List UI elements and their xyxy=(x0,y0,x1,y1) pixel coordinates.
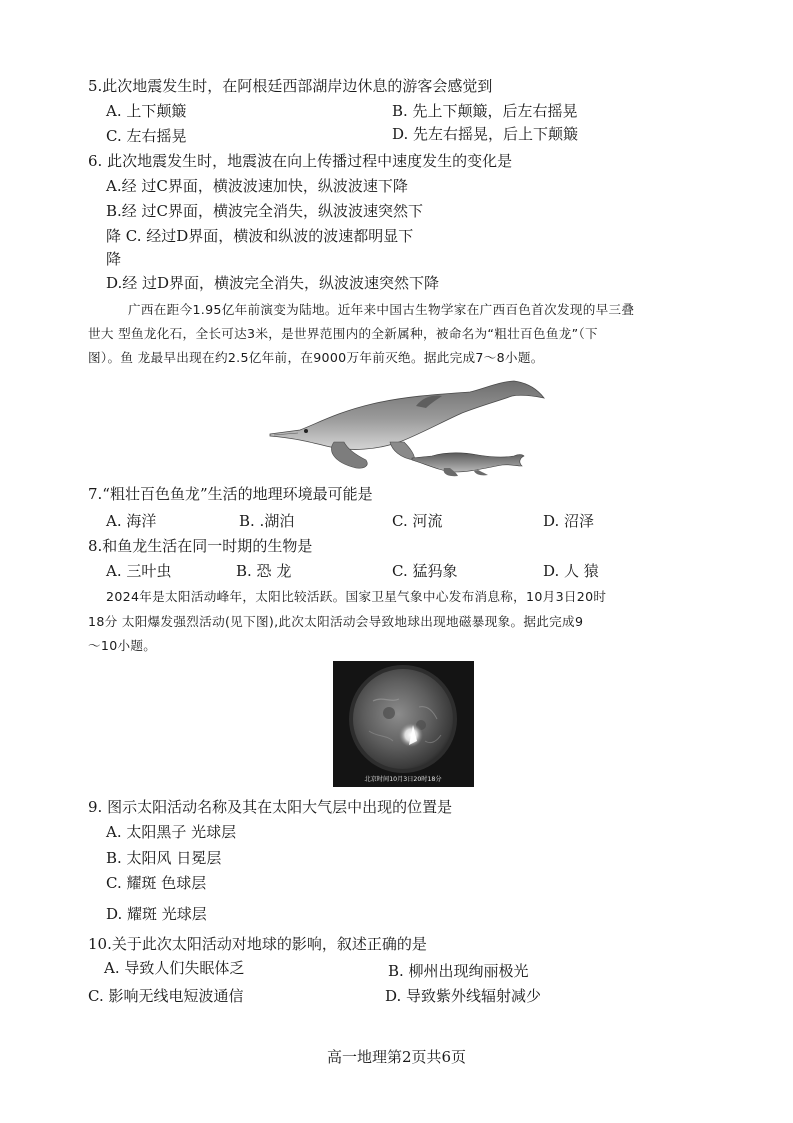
ichthyosaur-illustration xyxy=(266,376,546,478)
q9-option-d: D. 耀斑 光球层 xyxy=(106,905,207,923)
q5-option-a: A. 上下颠簸 xyxy=(106,102,187,120)
q7-stem: 7.“粗壮百色鱼龙”生活的地理环境最可能是 xyxy=(88,485,373,503)
q10-option-c: C. 影响无线电短波通信 xyxy=(88,987,244,1005)
sun-disk xyxy=(353,669,453,769)
q9-option-c: C. 耀斑 色球层 xyxy=(106,874,207,892)
passage-solar-line-3: ～10小题。 xyxy=(88,638,157,653)
q8-option-b: B. 恐 龙 xyxy=(236,562,292,580)
q10-stem: 10.关于此次太阳活动对地球的影响，叙述正确的是 xyxy=(88,935,427,953)
q9-stem: 9. 图示太阳活动名称及其在太阳大气层中出现的位置是 xyxy=(88,798,453,816)
q8-stem: 8.和鱼龙生活在同一时期的生物是 xyxy=(88,537,313,555)
q10-option-b: B. 柳州出现绚丽极光 xyxy=(388,962,529,980)
q8-option-c: C. 猛犸象 xyxy=(392,562,458,580)
q5-option-c: C. 左右摇晃 xyxy=(106,127,187,145)
q6-stem: 6. 此次地震发生时，地震波在向上传播过程中速度发生的变化是 xyxy=(88,152,513,170)
q5-option-d: D. 先左右摇晃，后上下颠簸 xyxy=(392,125,579,143)
q6-option-b: B.经 过C界面，横波完全消失，纵波波速突然下 xyxy=(106,202,424,220)
passage-solar-line-1: 2024年是太阳活动峰年，太阳比较活跃。国家卫星气象中心发布消息称，10月3日20时 xyxy=(106,589,607,604)
solar-flare-image xyxy=(333,661,474,787)
passage-solar-line-2: 18分 太阳爆发强烈活动(见下图),此次太阳活动会导致地球出现地磁暴现象。据此完成9 xyxy=(88,614,584,629)
q6-option-b-c: 降 C. 经过D界面，横波和纵波的波速都明显下 xyxy=(106,227,414,245)
passage-ichthyosaur-line-2: 世大 型鱼龙化石，全长可达3米，是世界范围内的全新属种，被命名为“粗壮百色鱼龙”（下 xyxy=(88,326,598,341)
q10-option-a: A. 导致人们失眠体乏 xyxy=(104,959,245,977)
passage-ichthyosaur-line-3: 图）。鱼 龙最早出现在约2.5亿年前，在9000万年前灭绝。据此完成7～8小题。 xyxy=(88,350,544,365)
small-ichthyosaur xyxy=(412,453,524,476)
q5-option-b: B. 先上下颠簸，后左右摇晃 xyxy=(392,102,578,120)
q10-option-d: D. 导致紫外线辐射减少 xyxy=(385,987,542,1005)
q7-option-b: B. .湖泊 xyxy=(239,512,295,530)
q9-option-a: A. 太阳黑子 光球层 xyxy=(106,823,237,841)
large-ichthyosaur xyxy=(270,381,544,468)
sun-image-caption: 北京时间10月3日20时18分 xyxy=(364,776,442,783)
q7-option-c: C. 河流 xyxy=(392,512,443,530)
q8-option-d: D. 人 猿 xyxy=(543,562,599,580)
q6-option-c-end: 降 xyxy=(106,250,122,268)
q9-option-b: B. 太阳风 日冕层 xyxy=(106,849,222,867)
passage-ichthyosaur-line-1: 广西在距今1.95亿年前演变为陆地。近年来中国古生物学家在广西百色首次发现的早三叠 xyxy=(128,302,635,317)
q7-option-a: A. 海洋 xyxy=(106,512,157,530)
q5-stem: 5.此次地震发生时，在阿根廷西部湖岸边休息的游客会感觉到 xyxy=(88,77,493,95)
q6-option-d: D.经 过D界面，横波完全消失，纵波波速突然下降 xyxy=(106,274,440,292)
q6-option-a: A.经 过C界面，横波波速加快，纵波波速下降 xyxy=(106,177,408,195)
q7-option-d: D. 沼泽 xyxy=(543,512,595,530)
q8-option-a: A. 三叶虫 xyxy=(106,562,172,580)
page-footer: 高一地理第2页共6页 xyxy=(326,1048,467,1066)
